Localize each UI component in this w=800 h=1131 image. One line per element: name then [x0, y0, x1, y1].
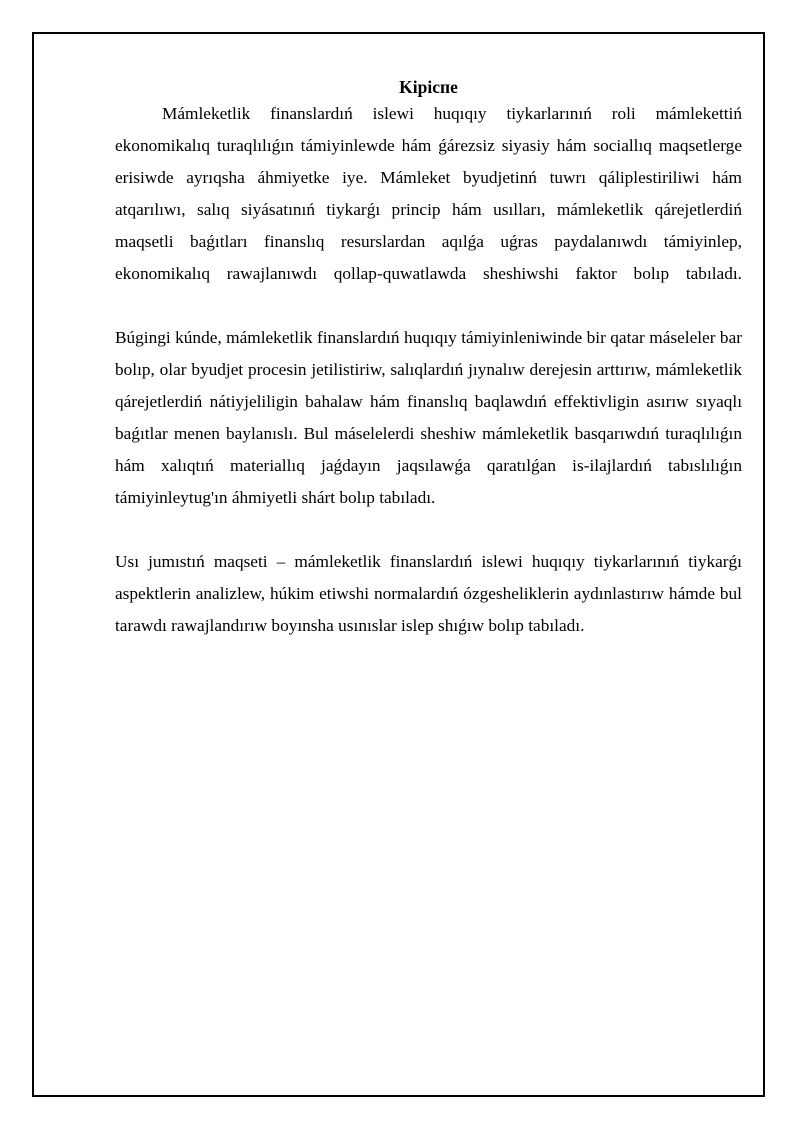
document-title: Kipicпe — [399, 77, 458, 97]
paragraph-spacer — [115, 514, 742, 546]
paragraph-goal: Usı jumıstıń maqseti – mámleketlik finanslardıń islewi huqıqıy tiykarlarınıń tiykarǵı aspektlerin analizlew, húkim etiwshi normalardıń ózgesheliklerin aydınlastırıw hámde bul tarawdı rawajlandırıw boyınsha usınıslar islep shıǵıw bolıp tabıladı. — [115, 552, 742, 635]
paragraph-intro: Mámleketlik finanslardıń islewi huqıqıy tiykarlarınıń roli mámlekettiń ekonomikalıq turaqlılıǵın támiyinlewde hám ǵárezsiz siyasiy hám sociallıq maqsetlerge erisiwde ayrıqsha áhmiyetke iye. Mámleket byudjetinń tuwrı qáliplestiriliwi hám atqarılıwı, salıq siyásatınıń tiykarǵı princip hám usılları, mámleketlik qárejetlerdiń maqsetli baǵıtları finanslıq resurslardan aqılǵa uǵras paydalanıwdı támiyinlep, ekonomikalıq rawajlanıwdı qollap-quwatlawda sheshiwshi faktor bolıp tabıladı. — [115, 104, 742, 283]
paragraph-problems: Búgingi kúnde, mámleketlik finanslardıń huqıqıy támiyinleniwinde bir qatar máseleler bar bolıp, olar byudjet procesin jetilistiriw, salıqlardıń jıynalıw derejesin arttırıw, mámleketlik qárejetlerdiń nátiyjeliligin bahalaw hám finanslıq baqlawdıń effektivligin asırıw sıyaqlı baǵıtlar menen baylanıslı. Bul máselelerdi sheshiw mámleketlik basqarıwdıń turaqlılıǵın hám xalıqtıń materiallıq jaǵdayın jaqsılawǵa qaratılǵan is-ilajlardıń tabıslılıǵın támiyinleytug'ın áhmiyetli shárt bolıp tabıladı. — [115, 328, 742, 507]
document-body — [115, 76, 742, 642]
paragraph-spacer — [115, 290, 742, 322]
